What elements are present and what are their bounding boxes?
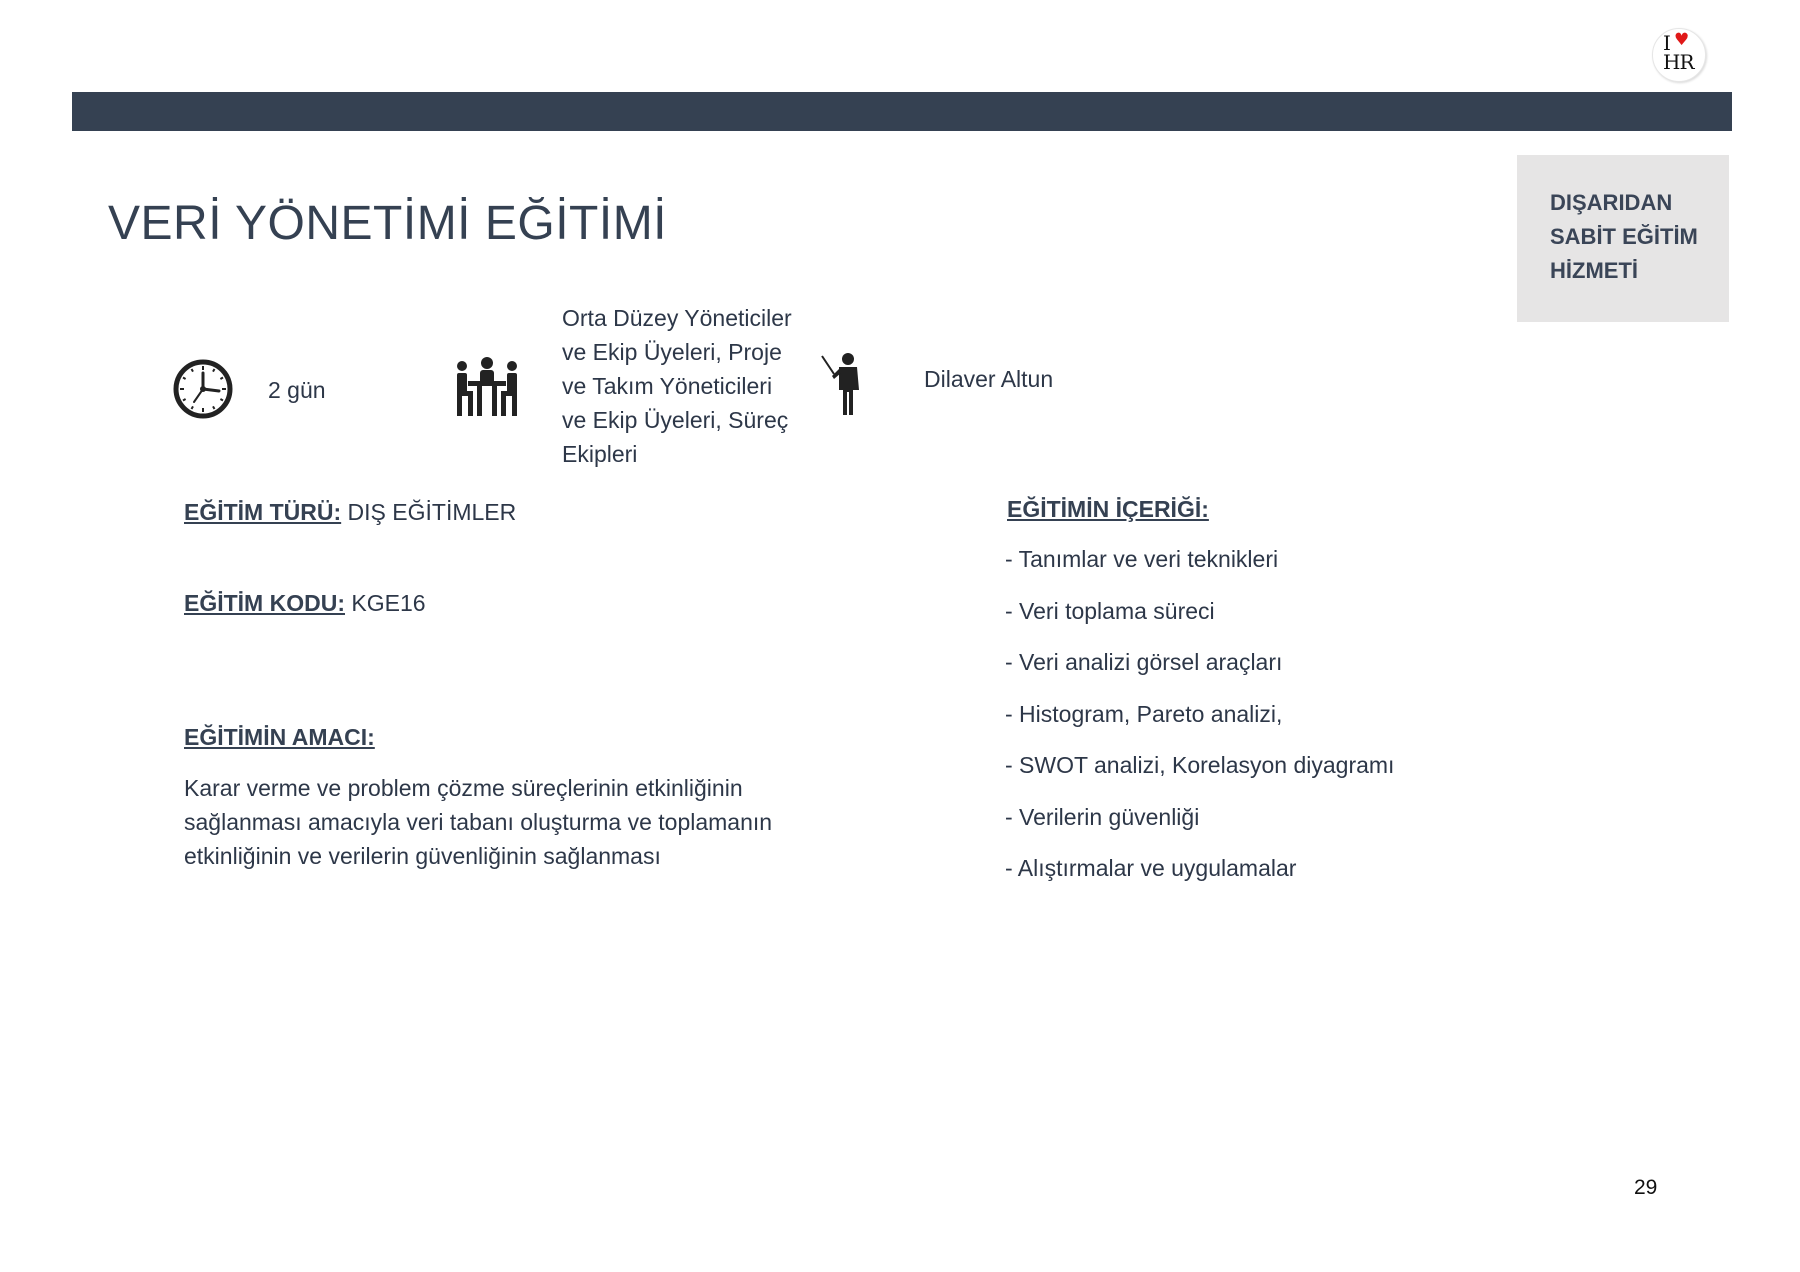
service-type-badge-label: DIŞARIDAN SABİT EĞİTİM HİZMETİ bbox=[1550, 190, 1698, 283]
list-item: - SWOT analizi, Korelasyon diyagramı bbox=[1005, 752, 1395, 778]
duration-value: 2 gün bbox=[268, 377, 326, 403]
target-audience-value: Orta Düzey Yöneticiler ve Ekip Üyeleri, Proje ve Takım Yöneticileri ve Ekip Üyeleri, Süreç Ekipleri bbox=[562, 305, 792, 467]
list-item: - Verilerin güvenliği bbox=[1005, 803, 1200, 830]
list-item: - Veri analizi görsel araçları bbox=[1005, 649, 1283, 675]
training-code-row bbox=[184, 590, 426, 617]
purpose-text: Karar verme ve problem çözme süreçlerinin etkinliğinin sağlanması amacıyla veri tabanı oluşturma ve toplamanın etkinliğinin ve verilerin güvenliğinin sağlanması bbox=[184, 775, 773, 869]
header-bar bbox=[72, 92, 1732, 131]
training-type-value: DIŞ EĞİTİMLER bbox=[341, 499, 517, 525]
i-love-hr-logo bbox=[1652, 28, 1706, 82]
list-item: - Tanımlar ve veri teknikleri bbox=[1005, 546, 1279, 572]
page-title: VERİ YÖNETİMİ EĞİTİMİ bbox=[108, 197, 668, 250]
list-item: - Alıştırmalar ve uygulamalar bbox=[1005, 855, 1297, 881]
clock-icon bbox=[172, 358, 234, 420]
heart-icon: ♥ bbox=[1674, 30, 1690, 50]
training-type-label: EĞİTİM TÜRÜ: bbox=[184, 499, 342, 525]
purpose-heading: EĞİTİMİN AMACI: bbox=[184, 724, 375, 750]
list-item: - Histogram, Pareto analizi, bbox=[1005, 700, 1283, 727]
content-list bbox=[1005, 542, 1394, 903]
training-type-row bbox=[184, 499, 516, 526]
content-heading: EĞİTİMİN İÇERİĞİ: bbox=[1007, 496, 1209, 522]
logo-letter-i: I bbox=[1663, 31, 1671, 55]
presenter-icon bbox=[820, 352, 870, 417]
logo-letters-hr: HR bbox=[1663, 50, 1694, 74]
training-code-label: EĞİTİM KODU: bbox=[184, 590, 345, 616]
training-code-value: KGE16 bbox=[345, 590, 426, 616]
page-number: 29 bbox=[1634, 1176, 1658, 1199]
meeting-group-icon bbox=[456, 355, 518, 417]
trainer-value: Dilaver Altun bbox=[924, 366, 1054, 392]
service-type-badge bbox=[1517, 155, 1729, 322]
list-item: - Veri toplama süreci bbox=[1005, 597, 1215, 624]
